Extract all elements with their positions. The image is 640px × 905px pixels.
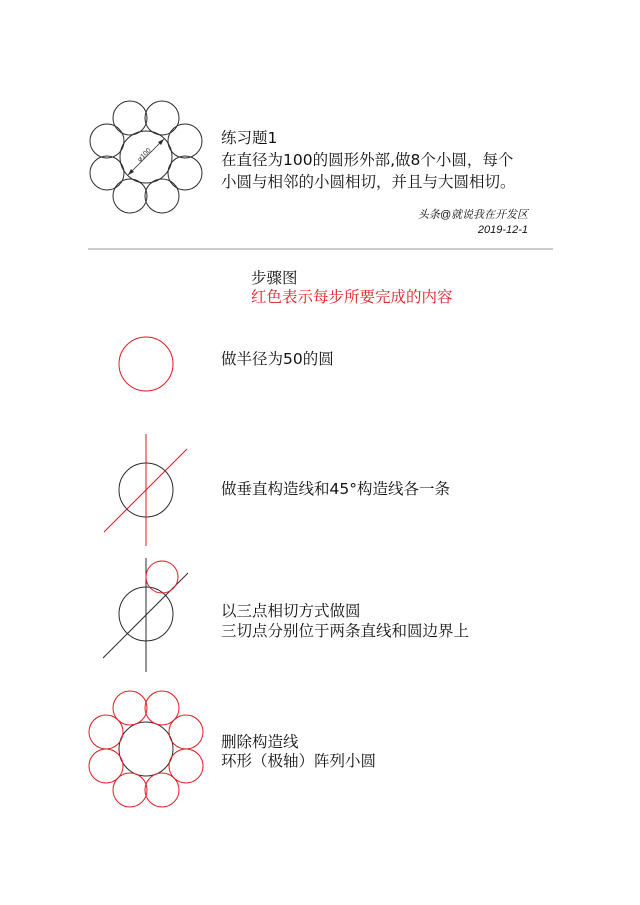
step-4-large-circle bbox=[119, 722, 173, 776]
step-2-figure bbox=[104, 434, 187, 546]
step-3-tangent-circle bbox=[146, 561, 178, 593]
exercise-small-circle-1 bbox=[113, 101, 147, 135]
exercise-small-circle-6 bbox=[113, 179, 147, 213]
step-1-figure bbox=[119, 337, 173, 391]
step-4-small-circle-3 bbox=[169, 715, 203, 749]
step-4-small-circle-7 bbox=[89, 749, 123, 783]
step-4-small-circle-5 bbox=[145, 773, 179, 807]
step-1-caption: 做半径为50的圆 bbox=[221, 350, 334, 368]
author-signature: 头条@就说我在开发区 bbox=[417, 209, 528, 221]
step-2-caption: 做垂直构造线和45°构造线各一条 bbox=[221, 480, 450, 498]
exercise-title: 练习题1 bbox=[221, 129, 278, 147]
exercise-description-line-1: 在直径为100的圆形外部,做8个小圆，每个 bbox=[221, 151, 514, 169]
exercise-small-circle-8 bbox=[90, 124, 124, 158]
step-3-caption-line-1: 以三点相切方式做圆 bbox=[221, 602, 361, 620]
step-4-caption-line-2: 环形（极轴）阵列小圆 bbox=[221, 752, 377, 770]
step-1-circle bbox=[119, 337, 173, 391]
date-label: 2019-12-1 bbox=[477, 224, 528, 236]
exercise-small-circle-7 bbox=[90, 156, 124, 190]
step-4-caption-line-1: 删除构造线 bbox=[221, 733, 299, 751]
step-3-caption-line-2: 三切点分别位于两条直线和圆边界上 bbox=[221, 622, 470, 640]
exercise-description-line-2: 小圆与相邻的小圆相切，并且与大圆相切。 bbox=[221, 173, 516, 191]
step-3-figure bbox=[103, 558, 188, 672]
exercise-small-circle-4 bbox=[168, 156, 202, 190]
exercise-small-circle-2 bbox=[145, 101, 179, 135]
step-4-small-circle-8 bbox=[89, 715, 123, 749]
dimension-text: ⌀100 bbox=[136, 147, 153, 164]
exercise-small-circle-3 bbox=[168, 124, 202, 158]
steps-subtitle: 红色表示每步所要完成的内容 bbox=[251, 288, 453, 306]
steps-title: 步骤图 bbox=[251, 269, 298, 287]
exercise-small-circle-5 bbox=[145, 179, 179, 213]
step-4-figure bbox=[89, 691, 203, 807]
